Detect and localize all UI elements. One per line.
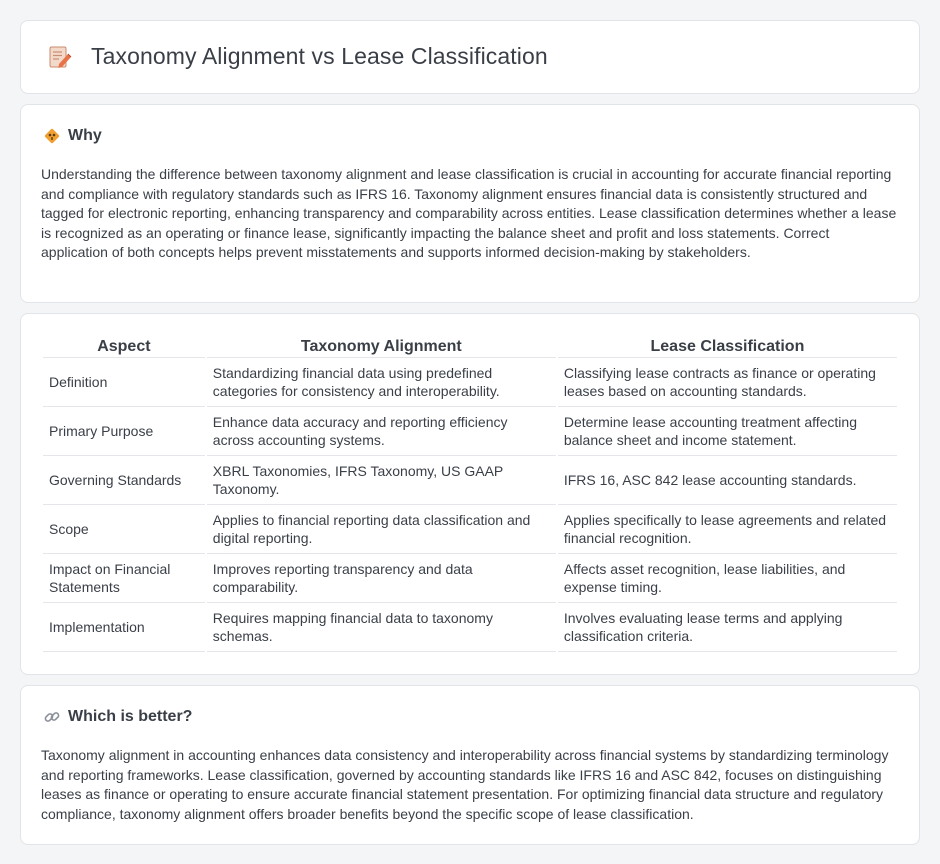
aspect-cell: Governing Standards — [43, 456, 205, 505]
why-title: Why — [68, 127, 102, 144]
table-row — [43, 603, 897, 652]
table-row — [43, 505, 897, 554]
link-icon — [43, 708, 61, 726]
why-card — [20, 104, 920, 303]
aspect-cell: Impact on Financial Statements — [43, 554, 205, 603]
diamond-sign-icon — [43, 127, 61, 145]
taxonomy-cell: XBRL Taxonomies, IFRS Taxonomy, US GAAP Taxonomy. — [207, 456, 556, 505]
taxonomy-cell: Improves reporting transparency and data comparability. — [207, 554, 556, 603]
document-pencil-icon — [47, 44, 73, 70]
taxonomy-cell: Applies to financial reporting data classification and digital reporting. — [207, 505, 556, 554]
table-row — [43, 554, 897, 603]
better-title: Which is better? — [68, 708, 193, 725]
comparison-card — [20, 313, 920, 675]
lease-cell: Determine lease accounting treatment affecting balance sheet and income statement. — [558, 407, 897, 456]
comparison-table — [41, 335, 899, 652]
table-row — [43, 407, 897, 456]
lease-cell: Affects asset recognition, lease liabilities, and expense timing. — [558, 554, 897, 603]
column-header: Lease Classification — [558, 335, 897, 358]
aspect-cell: Scope — [43, 505, 205, 554]
page-header — [47, 43, 548, 70]
page-title: Taxonomy Alignment vs Lease Classification — [91, 43, 548, 69]
better-heading — [43, 708, 192, 726]
better-text: Taxonomy alignment in accounting enhances data consistency and interoperability across financial systems by standardizing terminology and reporting frameworks. Lease classification, governed by accounting standards like IFRS 16 and ASC 842, focuses on distinguishing leases as finance or operating to ensure accurate financial statement presentation. For optimizing financial data structure and regulatory compliance, taxonomy alignment offers broader benefits beyond the specific scope of lease classification. — [41, 747, 889, 822]
aspect-cell: Definition — [43, 358, 205, 407]
column-header: Aspect — [43, 335, 205, 358]
better-card — [20, 685, 920, 845]
table-row — [43, 456, 897, 505]
aspect-cell: Primary Purpose — [43, 407, 205, 456]
taxonomy-cell: Enhance data accuracy and reporting efficiency across accounting systems. — [207, 407, 556, 456]
header-card — [20, 20, 920, 94]
table-header-row — [43, 335, 897, 358]
aspect-cell: Implementation — [43, 603, 205, 652]
lease-cell: Involves evaluating lease terms and applying classification criteria. — [558, 603, 897, 652]
lease-cell: IFRS 16, ASC 842 lease accounting standards. — [558, 456, 897, 505]
lease-cell: Applies specifically to lease agreements and related financial recognition. — [558, 505, 897, 554]
why-heading — [43, 127, 102, 145]
taxonomy-cell: Requires mapping financial data to taxonomy schemas. — [207, 603, 556, 652]
why-text: Understanding the difference between taxonomy alignment and lease classification is crucial in accounting for accurate financial reporting and compliance with regulatory standards such as IFRS 16. Taxonomy alignment ensures financial data is consistently structured and tagged for electronic reporting, enhancing transparency and comparability across entities. Lease classification determines whether a lease is recognized as an operating or finance lease, significantly impacting the balance sheet and profit and loss statements. Correct application of both concepts helps prevent misstatements and supports informed decision-making by stakeholders. — [41, 166, 897, 260]
lease-cell: Classifying lease contracts as finance or operating leases based on accounting standards. — [558, 358, 897, 407]
taxonomy-cell: Standardizing financial data using predefined categories for consistency and interoperability. — [207, 358, 556, 407]
column-header: Taxonomy Alignment — [207, 335, 556, 358]
table-row — [43, 358, 897, 407]
